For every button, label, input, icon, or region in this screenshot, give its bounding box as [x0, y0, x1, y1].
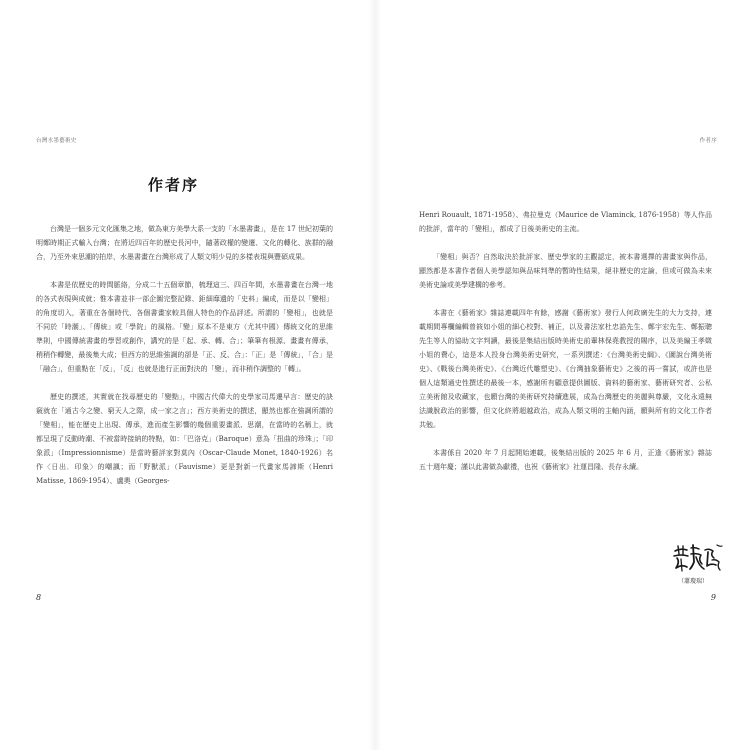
running-head-chapter: 作者序 [699, 138, 717, 144]
author-signature [672, 542, 724, 588]
paragraph: Henri Rouault, 1871-1958）、弗拉曼克（Maurice de Vlaminck, 1876-1958）等人作品的批評，當年的「變相」，都成了日後美術史的主流。 [419, 211, 712, 233]
right-page [375, 0, 750, 750]
paragraph: 本書在《藝術家》雜誌連載四年有餘，感謝《藝術家》發行人何政廣先生的大力支持，連載期間專欄編輯曾筱如小姐的細心校對、補正，以及書法家杜忠誥先生、鄭宇宏先生、鄭振聰先生等人的協助文字判讀，最後是集結出版時美術史前輩林保堯教授的賜序，以及美編王孝媺小姐的費心，這是本人投身台灣美術史研究，一系列撰述：《台灣美術史綱》、《圖說台灣美術史》、《戰後台灣美術史》、《台灣近代雕塑史》、《台灣抽象藝術史》之後的再一嘗試，或許也是個人這類通史性撰述的最後一本，感謝所有顧意提供圖版、資料的藝術家、藝術研究者、公私立美術館及收藏家，也願台灣的美術研究持續進展，成為台灣歷史的美麗與尊嚴，文化永遠無法識脫政治的影響，但文化終將超越政治，成為人類文明的主軸內涵，願與所有的文化工作者共勉。 [419, 309, 712, 429]
left-body-text [36, 222, 333, 502]
paragraph: 本書是依歷史的時間脈絡，分成二十五個章節，梳理這三、四百年間，水墨書畫在台灣一地的各式表現與成就；惟本書並非一部企圖完整記錄、鉅細靡遺的「史料」編成，而是以「變相」的角度切入，著重在各個時代、各個書畫家較具個人特色的作品評述。所謂的「變相」，也就是不同於「時潮」、「傳統」或「學院」的風格。「變」原本不是東方（尤其中國）傳統文化的思維準則，中國傳統書畫的學習或創作，講究的是「起、承、轉、合」；筆筆有根源、畫畫有傳承，稍稍作轉變，最後集大成；但西方的思維強調的卻是「正、反、合」：「正」是「傳統」，「合」是「融合」，但重點在「反」，「反」也就是進行正面對決的「變」，而非稍作調整的「轉」。 [36, 281, 333, 373]
paragraph: 歷史的撰述，其實就在找尋歷史的「變點」，中國古代偉大的史學家司馬遷早言：歷史的訣竅就在「通古今之變、窮天人之際，成一家之言」；西方美術史的撰述，顯然也都在強調所謂的「變相」，能在歷史上出現、傳承，進而產生影響的幾個重要畫派、思潮，在當時的名稱上，就都呈現了反動時潮、不被當時接納的特點，如：「巴洛克」（Baroque）意為「扭曲的珍珠」；「印象派」（Impressionnisme）是當時藝評家對莫內（Oscar-Claude Monet, 1840-1926）名作〈日出．印象〉的嘲諷；而「野獸派」（Fauvisme）更是對新一代畫家馬諦斯（Henri Matisse, 1869-1954）、盧奧（Georges- [36, 393, 333, 485]
running-head-book-title: 台灣水墨藝術史 [36, 138, 77, 144]
right-body-text [419, 208, 712, 488]
paragraph: 台灣是一個多元文化匯集之地，做為東方美學大系一支的「水墨書畫」，是在 17 世紀初葉的明鄭時期正式輸入台灣；在將近四百年的歷史長河中，隨著政權的變遷、文化的轉化、族群的融合，乃至外來思潮的拍岸，水墨書畫在台灣形成了人類文明少見的多樣表現與豐碩成果。 [36, 225, 333, 261]
paragraph: 本書係自 2020 年 7 月起開始連載，後集結出版的 2025 年 6 月，正逢《藝術家》雜誌五十週年慶；謹以此書做為獻禮，也祝《藝術家》社運昌隆、長存永續。 [419, 449, 712, 471]
page-number: 8 [36, 593, 42, 602]
paragraph: 「變相」與否？自然取決於批評家、歷史學家的主觀認定，被本書選擇的書畫家與作品，顯然都是本書作者個人美學認知與品味判準的暫時性結果，絕非歷史的定論，但或可做為未來美術史論或美學建構的參考。 [419, 253, 712, 289]
signature-handwriting-icon [672, 542, 724, 574]
signature-caption: （蕭瓊瑞） [678, 578, 709, 585]
page-title: 作者序 [148, 176, 200, 194]
page-number: 9 [710, 593, 716, 602]
